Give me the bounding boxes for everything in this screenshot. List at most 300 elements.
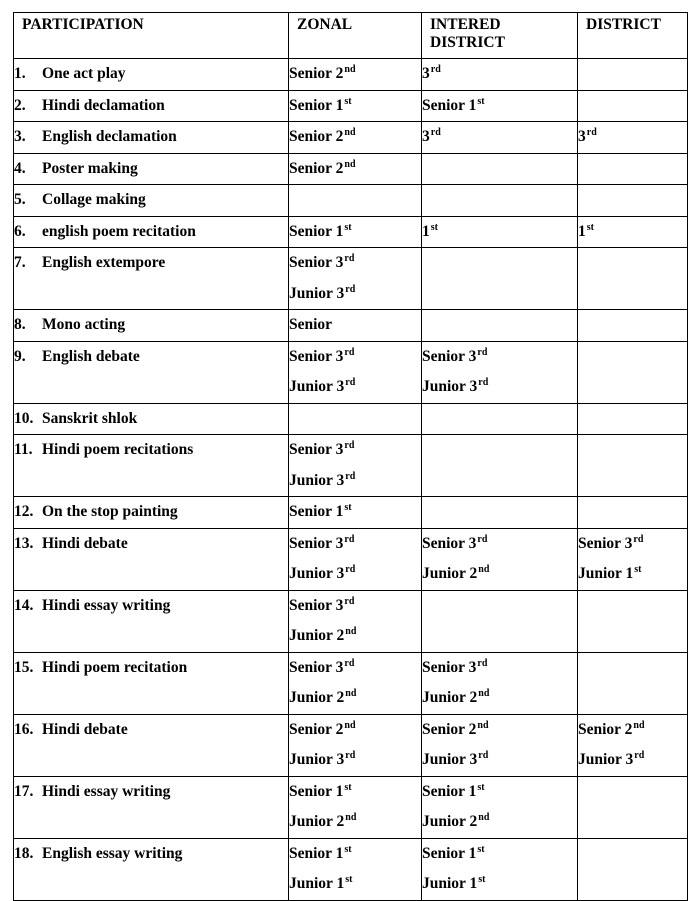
result-line bbox=[578, 217, 687, 248]
ordinal-suffix: rd bbox=[586, 127, 597, 138]
district-cell bbox=[578, 185, 688, 217]
result-line bbox=[578, 807, 687, 838]
result-text: Junior 1 bbox=[422, 875, 478, 892]
result-text: Senior 1 bbox=[289, 782, 344, 800]
ordinal-suffix: st bbox=[345, 874, 353, 885]
district-cell bbox=[578, 216, 688, 248]
item-number: 10. bbox=[14, 409, 34, 427]
result-line bbox=[289, 279, 421, 310]
event-name: English extempore bbox=[42, 254, 166, 271]
table-row bbox=[14, 341, 688, 403]
ordinal-suffix: st bbox=[344, 781, 352, 793]
participation-results-table bbox=[13, 12, 688, 901]
ordinal-suffix: st bbox=[478, 874, 486, 885]
result-text: 3 bbox=[422, 128, 430, 145]
participation-line bbox=[14, 497, 288, 528]
result-line bbox=[422, 217, 577, 248]
table-row bbox=[14, 403, 688, 435]
intered-district-cell bbox=[422, 153, 578, 185]
ordinal-suffix: rd bbox=[345, 283, 356, 295]
zonal-cell bbox=[289, 90, 422, 122]
result-text: Senior 2 bbox=[289, 720, 344, 738]
result-line bbox=[289, 217, 421, 248]
ordinal-suffix: nd bbox=[344, 158, 356, 170]
header-participation: PARTICIPATION bbox=[14, 13, 289, 59]
zonal-cell bbox=[289, 528, 422, 590]
zonal-cell bbox=[289, 497, 422, 529]
result-text: Junior 3 bbox=[289, 565, 345, 582]
district-cell bbox=[578, 776, 688, 838]
result-text: Senior 1 bbox=[422, 782, 477, 800]
ordinal-suffix: rd bbox=[478, 377, 489, 388]
item-number: 8. bbox=[14, 316, 26, 333]
event-name: Hindi debate bbox=[42, 720, 128, 738]
result-line bbox=[578, 745, 687, 776]
result-line bbox=[422, 404, 577, 435]
result-line bbox=[289, 185, 421, 216]
item-number: 3. bbox=[14, 128, 26, 145]
result-line bbox=[578, 372, 687, 403]
zonal-cell bbox=[289, 122, 422, 154]
participation-line bbox=[14, 653, 288, 684]
district-cell bbox=[578, 652, 688, 714]
result-text: Senior 3 bbox=[578, 534, 633, 552]
result-text: Senior 1 bbox=[289, 503, 344, 520]
result-text: Senior 3 bbox=[289, 534, 344, 552]
result-line bbox=[422, 185, 577, 216]
participation-line bbox=[14, 185, 288, 216]
result-line bbox=[422, 248, 577, 279]
result-text: Senior 3 bbox=[289, 596, 344, 614]
result-line bbox=[578, 59, 687, 90]
table-row bbox=[14, 153, 688, 185]
zonal-cell bbox=[289, 714, 422, 776]
result-text: Junior 3 bbox=[422, 378, 478, 395]
result-line bbox=[422, 497, 577, 528]
participation-cell bbox=[14, 714, 289, 776]
result-line bbox=[422, 122, 577, 153]
participation-line bbox=[14, 217, 288, 248]
event-name: Hindi declamation bbox=[42, 96, 165, 114]
ordinal-suffix: st bbox=[344, 95, 352, 107]
item-number: 4. bbox=[14, 159, 26, 177]
intered-district-cell bbox=[422, 838, 578, 900]
event-name: English essay writing bbox=[42, 844, 183, 862]
table-row bbox=[14, 310, 688, 342]
event-name: Poster making bbox=[42, 159, 138, 177]
header-intered-line1: INTERED bbox=[430, 16, 501, 33]
district-cell bbox=[578, 714, 688, 776]
participation-cell bbox=[14, 122, 289, 154]
result-text: Senior 2 bbox=[289, 128, 344, 145]
ordinal-suffix: rd bbox=[477, 533, 488, 545]
result-line bbox=[422, 869, 577, 900]
ordinal-suffix: rd bbox=[344, 657, 355, 669]
intered-district-cell bbox=[422, 341, 578, 403]
intered-district-cell bbox=[422, 497, 578, 529]
ordinal-suffix: nd bbox=[344, 64, 356, 75]
item-number: 11. bbox=[14, 441, 33, 458]
ordinal-suffix: nd bbox=[345, 688, 357, 699]
result-line bbox=[578, 466, 687, 497]
ordinal-suffix: nd bbox=[478, 688, 490, 699]
table-row bbox=[14, 185, 688, 217]
intered-district-cell bbox=[422, 652, 578, 714]
result-line bbox=[422, 559, 577, 590]
result-line bbox=[422, 621, 577, 652]
table-row bbox=[14, 714, 688, 776]
intered-district-cell bbox=[422, 248, 578, 310]
result-line bbox=[422, 372, 577, 403]
participation-cell bbox=[14, 403, 289, 435]
result-line bbox=[422, 745, 577, 776]
event-name: Mono acting bbox=[42, 316, 126, 333]
result-line bbox=[289, 591, 421, 622]
result-line bbox=[578, 310, 687, 341]
result-line bbox=[422, 310, 577, 341]
result-line bbox=[578, 279, 687, 310]
result-line bbox=[289, 559, 421, 590]
ordinal-suffix: rd bbox=[634, 750, 645, 761]
result-text: Senior 1 bbox=[289, 222, 344, 240]
intered-district-cell bbox=[422, 122, 578, 154]
result-line bbox=[578, 869, 687, 900]
zonal-cell bbox=[289, 185, 422, 217]
participation-cell bbox=[14, 590, 289, 652]
zonal-cell bbox=[289, 652, 422, 714]
zonal-cell bbox=[289, 435, 422, 497]
participation-line bbox=[14, 248, 288, 279]
result-line bbox=[289, 807, 421, 838]
item-number: 14. bbox=[14, 596, 34, 614]
ordinal-suffix: rd bbox=[430, 127, 441, 138]
result-line bbox=[422, 59, 577, 90]
result-line bbox=[422, 154, 577, 185]
zonal-cell bbox=[289, 590, 422, 652]
district-cell bbox=[578, 528, 688, 590]
result-text: Senior 2 bbox=[422, 720, 477, 738]
table-row bbox=[14, 652, 688, 714]
event-name: Sanskrit shlok bbox=[42, 409, 138, 427]
district-cell bbox=[578, 838, 688, 900]
participation-cell bbox=[14, 652, 289, 714]
result-line bbox=[578, 683, 687, 714]
item-number: 7. bbox=[14, 254, 26, 271]
ordinal-suffix: nd bbox=[345, 812, 357, 823]
item-number: 2. bbox=[14, 96, 26, 114]
event-name: Hindi debate bbox=[42, 534, 128, 552]
event-name: One act play bbox=[42, 65, 126, 82]
participation-cell bbox=[14, 248, 289, 310]
result-text: Senior bbox=[289, 316, 333, 333]
result-line bbox=[578, 591, 687, 622]
result-line bbox=[289, 466, 421, 497]
event-name: English debate bbox=[42, 347, 140, 365]
participation-line bbox=[14, 591, 288, 622]
table-header bbox=[14, 13, 688, 59]
ordinal-suffix: rd bbox=[477, 346, 488, 358]
result-text: 1 bbox=[422, 222, 430, 240]
ordinal-suffix: nd bbox=[344, 127, 356, 138]
ordinal-suffix: st bbox=[344, 221, 352, 233]
ordinal-suffix: nd bbox=[477, 719, 489, 731]
result-line bbox=[289, 683, 421, 714]
table-row bbox=[14, 528, 688, 590]
result-line bbox=[578, 248, 687, 279]
table-row bbox=[14, 59, 688, 91]
participation-cell bbox=[14, 838, 289, 900]
result-line bbox=[578, 435, 687, 466]
table-body bbox=[14, 59, 688, 901]
zonal-cell bbox=[289, 838, 422, 900]
district-cell bbox=[578, 248, 688, 310]
result-text: Junior 2 bbox=[289, 689, 345, 706]
district-cell bbox=[578, 341, 688, 403]
item-number: 12. bbox=[14, 503, 34, 520]
result-line bbox=[578, 497, 687, 528]
ordinal-suffix: st bbox=[586, 221, 594, 233]
ordinal-suffix: rd bbox=[345, 377, 356, 388]
ordinal-suffix: st bbox=[477, 843, 485, 855]
result-line bbox=[289, 342, 421, 373]
ordinal-suffix: rd bbox=[478, 750, 489, 761]
result-line bbox=[289, 777, 421, 808]
result-text: Junior 2 bbox=[422, 565, 478, 582]
participation-cell bbox=[14, 185, 289, 217]
event-name: Hindi essay writing bbox=[42, 596, 171, 614]
result-line bbox=[289, 653, 421, 684]
ordinal-suffix: nd bbox=[478, 564, 490, 575]
header-zonal: ZONAL bbox=[289, 13, 422, 59]
event-name: Collage making bbox=[42, 191, 146, 208]
ordinal-suffix: rd bbox=[430, 64, 441, 75]
result-line bbox=[422, 342, 577, 373]
result-line bbox=[578, 154, 687, 185]
intered-district-cell bbox=[422, 90, 578, 122]
result-text: Junior 2 bbox=[422, 813, 478, 830]
participation-cell bbox=[14, 341, 289, 403]
item-number: 17. bbox=[14, 782, 34, 800]
intered-district-cell bbox=[422, 310, 578, 342]
result-line bbox=[578, 122, 687, 153]
result-line bbox=[422, 91, 577, 122]
ordinal-suffix: st bbox=[634, 564, 642, 575]
result-text: Junior 1 bbox=[578, 565, 634, 582]
participation-line bbox=[14, 122, 288, 153]
result-line bbox=[422, 807, 577, 838]
participation-line bbox=[14, 715, 288, 746]
ordinal-suffix: rd bbox=[477, 657, 488, 669]
result-text: Senior 1 bbox=[289, 844, 344, 862]
zonal-cell bbox=[289, 59, 422, 91]
result-line bbox=[289, 122, 421, 153]
result-line bbox=[422, 839, 577, 870]
table-row bbox=[14, 435, 688, 497]
intered-district-cell bbox=[422, 528, 578, 590]
result-text: 3 bbox=[578, 128, 586, 145]
result-line bbox=[289, 91, 421, 122]
item-number: 6. bbox=[14, 222, 26, 240]
table-row bbox=[14, 838, 688, 900]
result-text: Senior 3 bbox=[289, 441, 344, 458]
result-text: Junior 2 bbox=[422, 689, 478, 706]
zonal-cell bbox=[289, 248, 422, 310]
result-text: Junior 1 bbox=[289, 875, 345, 892]
result-line bbox=[289, 869, 421, 900]
result-text: Senior 3 bbox=[422, 658, 477, 676]
ordinal-suffix: nd bbox=[344, 719, 356, 731]
result-line bbox=[289, 154, 421, 185]
event-name: Hindi poem recitations bbox=[42, 441, 194, 458]
result-line bbox=[422, 279, 577, 310]
ordinal-suffix: rd bbox=[344, 533, 355, 545]
ordinal-suffix: rd bbox=[345, 750, 356, 761]
result-line bbox=[422, 653, 577, 684]
zonal-cell bbox=[289, 153, 422, 185]
participation-line bbox=[14, 154, 288, 185]
ordinal-suffix: rd bbox=[344, 253, 355, 264]
event-name: English declamation bbox=[42, 128, 177, 145]
result-line bbox=[289, 59, 421, 90]
result-text: Senior 2 bbox=[578, 720, 633, 738]
item-number: 13. bbox=[14, 534, 34, 552]
header-row bbox=[14, 13, 688, 59]
item-number: 1. bbox=[14, 65, 26, 82]
result-text: Junior 2 bbox=[289, 627, 345, 644]
result-line bbox=[422, 435, 577, 466]
result-text: Senior 1 bbox=[289, 96, 344, 114]
participation-cell bbox=[14, 153, 289, 185]
item-number: 16. bbox=[14, 720, 34, 738]
result-text: Senior 3 bbox=[289, 347, 344, 365]
result-line bbox=[578, 342, 687, 373]
result-line bbox=[289, 621, 421, 652]
result-text: Senior 3 bbox=[422, 347, 477, 365]
table-row bbox=[14, 122, 688, 154]
participation-line bbox=[14, 777, 288, 808]
intered-district-cell bbox=[422, 185, 578, 217]
result-line bbox=[422, 715, 577, 746]
result-line bbox=[289, 745, 421, 776]
participation-cell bbox=[14, 497, 289, 529]
result-line bbox=[578, 185, 687, 216]
ordinal-suffix: rd bbox=[633, 533, 644, 545]
result-text: Junior 3 bbox=[289, 751, 345, 768]
item-number: 5. bbox=[14, 191, 26, 208]
result-line bbox=[422, 683, 577, 714]
result-line bbox=[578, 653, 687, 684]
intered-district-cell bbox=[422, 590, 578, 652]
result-text: 1 bbox=[578, 222, 586, 240]
result-line bbox=[289, 529, 421, 560]
intered-district-cell bbox=[422, 403, 578, 435]
participation-cell bbox=[14, 776, 289, 838]
district-cell bbox=[578, 403, 688, 435]
result-line bbox=[422, 466, 577, 497]
zonal-cell bbox=[289, 776, 422, 838]
header-intered-line2: DISTRICT bbox=[430, 34, 505, 51]
table-row bbox=[14, 248, 688, 310]
table-row bbox=[14, 216, 688, 248]
result-line bbox=[578, 715, 687, 746]
ordinal-suffix: rd bbox=[344, 595, 355, 607]
header-district: DISTRICT bbox=[578, 13, 688, 59]
table-row bbox=[14, 776, 688, 838]
zonal-cell bbox=[289, 403, 422, 435]
participation-cell bbox=[14, 310, 289, 342]
district-cell bbox=[578, 59, 688, 91]
participation-line bbox=[14, 59, 288, 90]
result-line bbox=[289, 839, 421, 870]
result-text: Senior 3 bbox=[289, 658, 344, 676]
zonal-cell bbox=[289, 341, 422, 403]
participation-line bbox=[14, 404, 288, 435]
intered-district-cell bbox=[422, 59, 578, 91]
ordinal-suffix: nd bbox=[478, 812, 490, 823]
district-cell bbox=[578, 90, 688, 122]
table-row bbox=[14, 90, 688, 122]
result-text: Senior 3 bbox=[289, 254, 344, 271]
ordinal-suffix: st bbox=[344, 502, 352, 513]
zonal-cell bbox=[289, 216, 422, 248]
result-line bbox=[289, 435, 421, 466]
ordinal-suffix: nd bbox=[633, 719, 645, 731]
participation-cell bbox=[14, 435, 289, 497]
result-line bbox=[578, 91, 687, 122]
result-line bbox=[578, 559, 687, 590]
ordinal-suffix: st bbox=[477, 95, 485, 107]
item-number: 9. bbox=[14, 347, 26, 365]
result-line bbox=[289, 248, 421, 279]
result-text: Senior 2 bbox=[289, 159, 344, 177]
district-cell bbox=[578, 435, 688, 497]
event-name: Hindi poem recitation bbox=[42, 658, 188, 676]
participation-cell bbox=[14, 59, 289, 91]
participation-line bbox=[14, 529, 288, 560]
district-cell bbox=[578, 497, 688, 529]
intered-district-cell bbox=[422, 435, 578, 497]
result-line bbox=[578, 529, 687, 560]
district-cell bbox=[578, 122, 688, 154]
result-line bbox=[289, 404, 421, 435]
result-text: Senior 3 bbox=[422, 534, 477, 552]
ordinal-suffix: rd bbox=[344, 440, 355, 451]
participation-line bbox=[14, 91, 288, 122]
ordinal-suffix: rd bbox=[344, 346, 355, 358]
ordinal-suffix: rd bbox=[345, 564, 356, 575]
result-text: Junior 2 bbox=[289, 813, 345, 830]
ordinal-suffix: st bbox=[477, 781, 485, 793]
participation-line bbox=[14, 435, 288, 466]
result-line bbox=[578, 621, 687, 652]
result-text: Senior 1 bbox=[422, 844, 477, 862]
result-text: Junior 3 bbox=[289, 378, 345, 395]
participation-cell bbox=[14, 216, 289, 248]
result-text: Senior 2 bbox=[289, 65, 344, 82]
result-text: 3 bbox=[422, 65, 430, 82]
event-name: english poem recitation bbox=[42, 222, 196, 240]
district-cell bbox=[578, 590, 688, 652]
item-number: 15. bbox=[14, 658, 34, 676]
ordinal-suffix: st bbox=[344, 843, 352, 855]
result-line bbox=[289, 715, 421, 746]
result-line bbox=[422, 591, 577, 622]
intered-district-cell bbox=[422, 714, 578, 776]
result-text: Junior 3 bbox=[289, 284, 345, 302]
ordinal-suffix: nd bbox=[345, 626, 357, 637]
district-cell bbox=[578, 153, 688, 185]
table-row bbox=[14, 497, 688, 529]
